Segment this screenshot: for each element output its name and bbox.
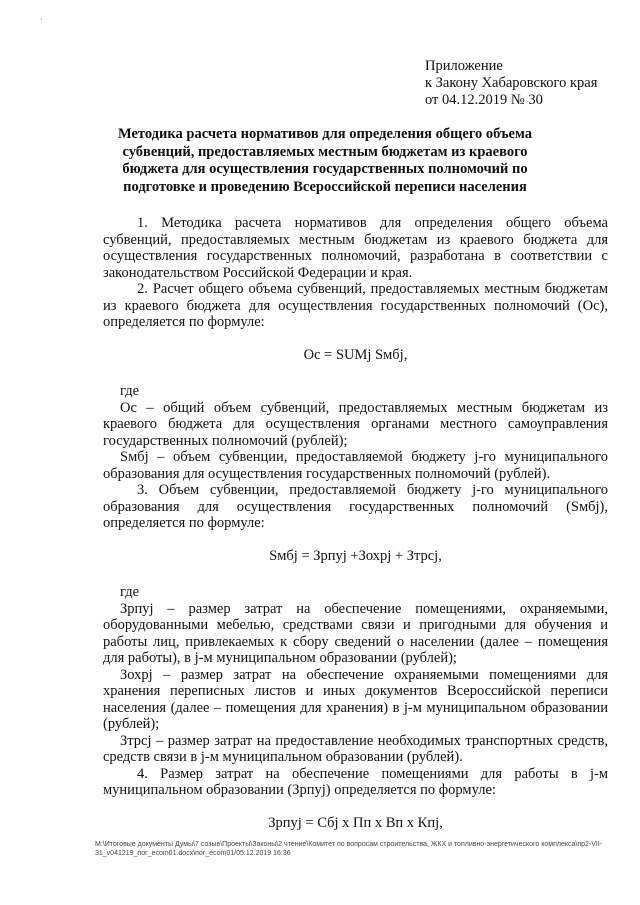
document-title: Методика расчета нормативов для определения общего объема субвенций, предоставляемых местным бюджетам из краевого бюджета для осуществления государственных полномочий по подготовке и проведению Всероссийской переписи населения: [117, 126, 532, 195]
definition-smbj: Sмбj – объем субвенции, предоставляемой бюджету j-го муниципального образования для осуществления государственных полномочий (рублей).: [103, 449, 608, 482]
definition-zrpuj: Зрпуj – размер затрат на обеспечение помещениями, охраняемыми, оборудованными мебелью, средствами связи и пригодными для обучения и работы лиц, привлекаемых к сбору сведений о населении (далее – помещения для работы), в j-м муниципальном образовании (рублей);: [103, 600, 608, 666]
document-body: [103, 215, 608, 847]
appendix-line-3: от 04.12.2019 № 30: [425, 92, 543, 108]
definition-ztrsj: Зтрсj – размер затрат на предоставление необходимых транспортных средств, средств связи в j-м муниципальном образовании (рублей).: [103, 732, 608, 765]
appendix-header: [425, 58, 597, 109]
paragraph-2: 2. Расчет общего объема субвенций, предоставляемых местным бюджетам из краевого бюджета для осуществления государственных полномочий (Оc), определяется по формуле:: [103, 281, 608, 330]
definition-oc: Оc – общий объем субвенций, предоставляемых местным бюджетам из краевого бюджета для осуществления органами местного самоуправления государственных полномочий (рублей);: [103, 399, 608, 449]
definition-zohrj: Зохрj – размер затрат на обеспечение охраняемыми помещениями для хранения переписных листов и иных документов Всероссийской переписи населения (далее – помещения для хранения) в j-м муниципальном образовании (рублей);: [103, 666, 608, 732]
file-path-footer: M:\Итоговые документы Думы\7 созыв\Проекты\Законы\2 чтение\Комитет по вопросам строительства, ЖКХ и топливно-энергетического комплекса\пр2-VII-31_v041219_пог_ecom01.docx\пог_ecom01/05.12.2019 16:36: [95, 841, 603, 857]
formula-municipal-subvention: Sмбj = Зрпуj +Зохрj + Зтрсj,: [269, 547, 442, 564]
formula-total-subvention: Оc = SUMj Sмбj,: [303, 346, 408, 363]
paragraph-1: 1. Методика расчета нормативов для определения общего объема субвенций, предоставляемых местным бюджетам из краевого бюджета для осуществления государственных полномочий, разработана в соответствии с законодательством Российской Федерации и края.: [103, 215, 608, 281]
where-label-2: где: [120, 584, 140, 600]
where-label-1: где: [120, 383, 140, 399]
appendix-line-2: к Закону Хабаровского края: [425, 75, 598, 91]
scan-mark: ·: [40, 14, 43, 24]
paragraph-4: 4. Размер затрат на обеспечение помещениями для работы в j-м муниципальном образовании (Зрпуj) определяется по формуле:: [103, 765, 608, 798]
paragraph-3: 3. Объем субвенции, предоставляемой бюджету j-го муниципального образования для осуществления государственных полномочий (Sмбj), определяется по формуле:: [103, 482, 608, 531]
appendix-line-1: Приложение: [425, 58, 503, 74]
formula-work-premises: Зрпуj = Сбj х Пп х Вп х Кпj,: [268, 814, 443, 831]
